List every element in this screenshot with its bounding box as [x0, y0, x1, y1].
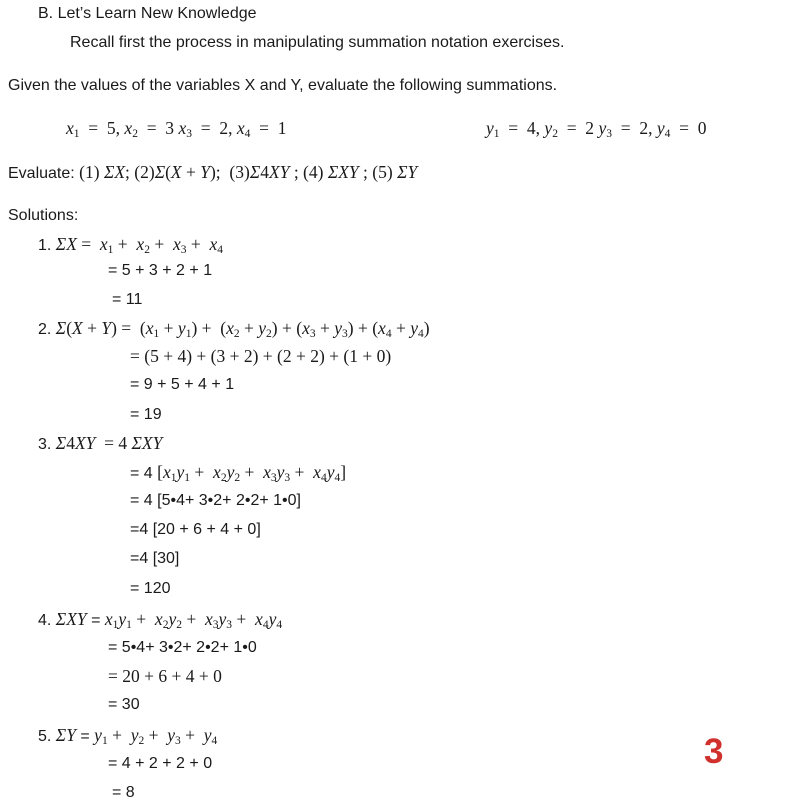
- solution-3-step: = 120: [130, 580, 171, 597]
- solution-5-step: = 8: [112, 784, 135, 801]
- solution-5-step: = 4 + 2 + 2 + 0: [108, 755, 213, 772]
- solution-2-step: = 9 + 5 + 4 + 1: [130, 376, 235, 393]
- solution-4-header: 4. $\Sigma XY = x_1y_1 + x_2y_2 + x_3y_3 + x_4y_4$: [38, 609, 283, 631]
- page-number: 3: [704, 732, 724, 771]
- x-values: $x_1 = 5$, $x_2 = 3$ $x_3 = 2$, $x_4 = 1$: [66, 118, 287, 140]
- solution-5-header: 5. $\Sigma Y = y_1 + y_2 + y_3 + y_4$: [38, 725, 218, 747]
- section-heading: B. Let’s Learn New Knowledge: [38, 5, 257, 22]
- solution-3-header: 3. Σ4XY = 4 ΣXY: [38, 433, 163, 453]
- solution-4-step: = 20 + 6 + 4 + 0: [108, 666, 222, 686]
- solution-1-header: 1. $\Sigma X = x_1 + x_2 + x_3 + x_4$: [38, 234, 224, 256]
- solution-2-header: 2. $\Sigma(X + Y) = (x_1 + y_1) + (x_2 + y_2) + (x_3 + y_3) + (x_4 + y_4)$: [38, 318, 430, 340]
- intro-text: Recall first the process in manipulating summation notation exercises.: [70, 34, 565, 51]
- solution-3-step: =4 [20 + 6 + 4 + 0]: [130, 521, 261, 538]
- solution-2-step: = (5 + 4) + (3 + 2) + (2 + 2) + (1 + 0): [130, 346, 392, 366]
- solution-4-step: = 30: [108, 696, 140, 713]
- solution-4-step: = 5•4+ 3•2+ 2•2+ 1•0: [108, 639, 257, 656]
- solution-1-step: = 11: [112, 291, 143, 308]
- y-values: $y_1 = 4$, $y_2 = 2$ $y_3 = 2$, $y_4 = 0$: [486, 118, 707, 140]
- solution-3-step: = 4 [5•4+ 3•2+ 2•2+ 1•0]: [130, 492, 301, 509]
- solution-2-step: = 19: [130, 406, 162, 423]
- problem-statement: Given the values of the variables X and Y, evaluate the following summations.: [8, 77, 558, 94]
- solution-1-step: = 5 + 3 + 2 + 1: [108, 262, 213, 279]
- solutions-label: Solutions:: [8, 207, 79, 224]
- solution-3-step: = 4 $[x_1y_1 + x_2y_2 + x_3y_3 + x_4y_4]$: [130, 462, 347, 484]
- solution-3-step: =4 [30]: [130, 550, 180, 567]
- evaluate-list: Evaluate: (1) ΣX; (2)Σ(X + Y); (3)Σ4XY ; (4) ΣXY ; (5) ΣY: [8, 162, 418, 182]
